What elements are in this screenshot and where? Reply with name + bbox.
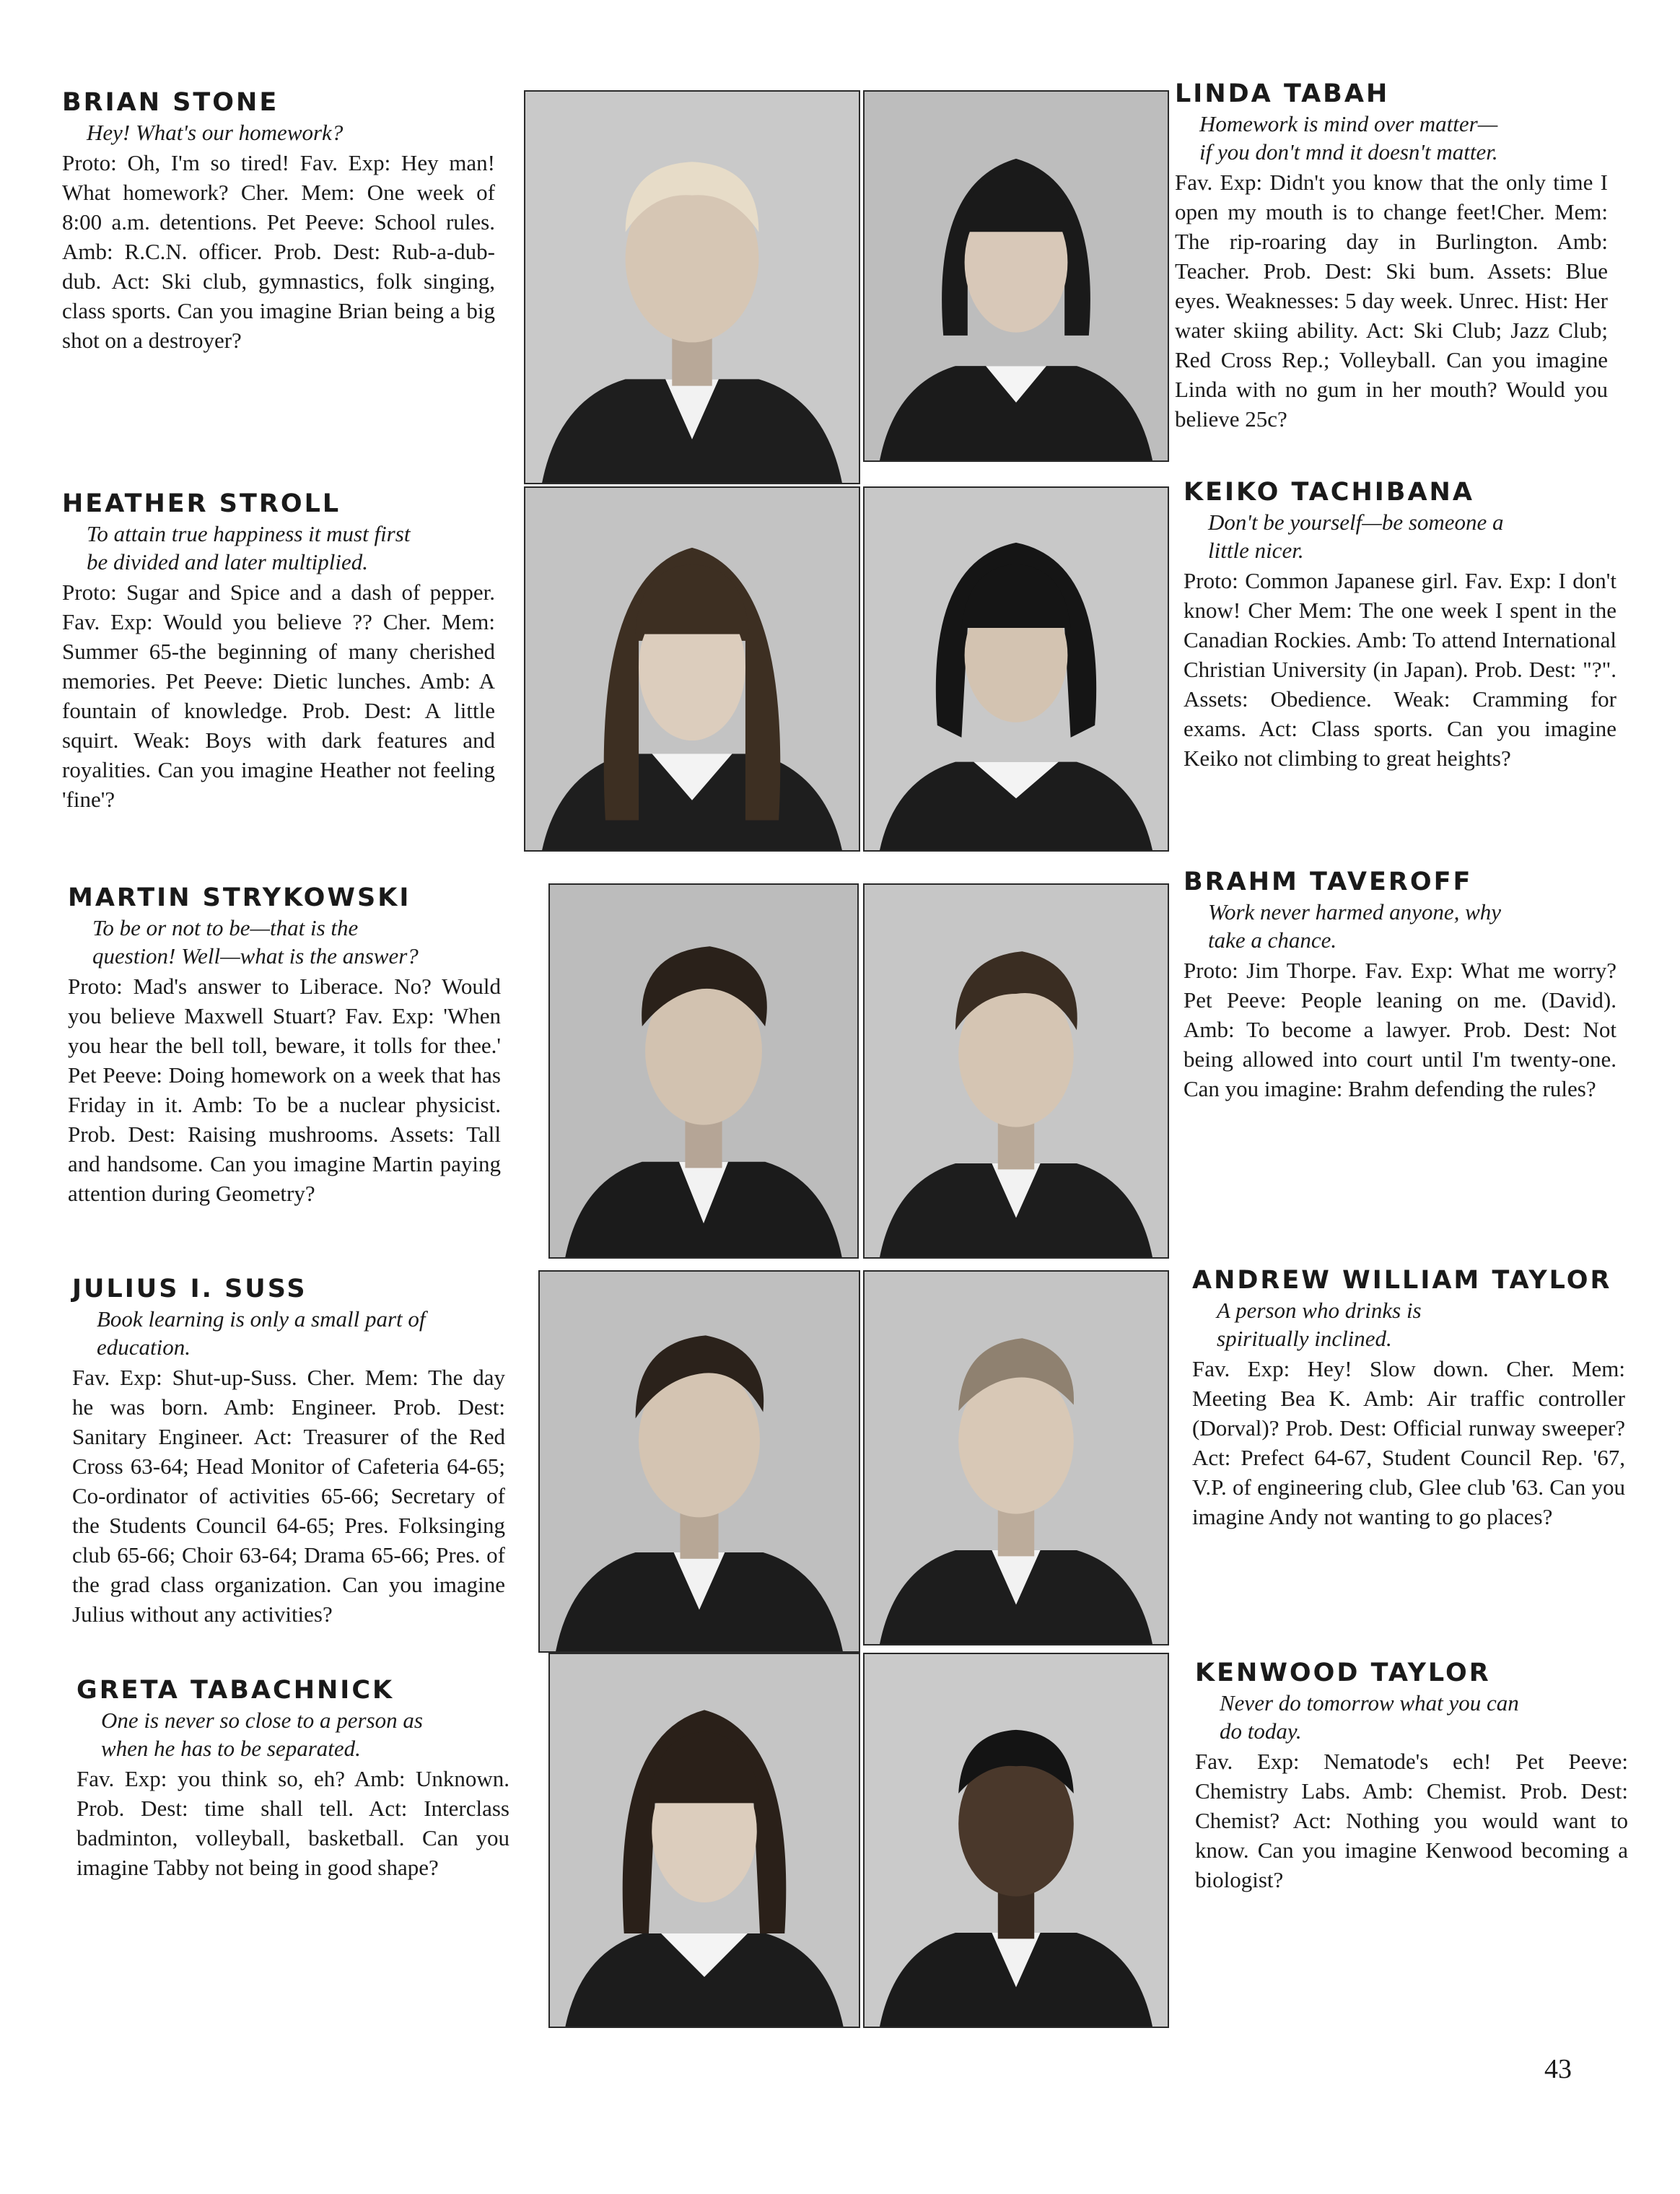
student-bio: Proto: Sugar and Spice and a dash of pepper. Fav. Exp: Would you believe ?? Cher. Mem: Summer 65-the beginning of many cherished memories. Pet Peeve: Dietic lunches. Amb: A fountain of knowledge. Prob. Dest: A little squirt. Weak: Boys with dark features and royalities. Can you imagine Heather not feeling 'fine'?: [62, 580, 495, 812]
student-bio: Proto: Jim Thorpe. Fav. Exp: What me worry? Pet Peeve: People leaning on me. (David). Amb: To become a lawyer. Prob. Dest: Not being allowed into court until I'm twenty-one. Can you imagine: Brahm defending the rules?: [1184, 958, 1616, 1101]
student-quote: Never do tomorrow what you can do today.: [1220, 1690, 1519, 1744]
portrait-photo: [524, 486, 860, 852]
student-name: JULIUS I. SUSS: [72, 1275, 307, 1303]
student-quote: Book learning is only a small part of education.: [97, 1306, 426, 1360]
student-bio: Fav. Exp: you think so, eh? Amb: Unknown. Prob. Dest: time shall tell. Act: Interclass badminton, volleyball, basketball. Can you imagine Tabby not being in good shape?: [76, 1766, 509, 1880]
student-bio: Fav. Exp: Shut-up-Suss. Cher. Mem: The day he was born. Amb: Engineer. Prob. Dest: Sanitary Engineer. Act: Treasurer of the Red Cross 63-64; Head Monitor of Cafeteria 64-65; Co-ordinator of activities 65-66; Secretary of the Students Council 64-65; Pres. Folksinging club 65-66; Choir 63-64; Drama 65-66; Pres. of the grad class organization. Can you imagine Julius without any activities?: [72, 1365, 505, 1627]
student-entry-julius-suss: [72, 1273, 505, 1629]
portrait-photo: [863, 90, 1169, 462]
student-entry-brahm-taveroff: [1184, 866, 1616, 1103]
student-entry-keiko-tachibana: [1184, 476, 1616, 773]
portrait-photo: [863, 486, 1169, 852]
student-quote: To attain true happiness it must first be divided and later multiplied.: [87, 521, 411, 574]
student-bio: Proto: Mad's answer to Liberace. No? Would you believe Maxwell Stuart? Fav. Exp: 'When you hear the bell toll, beware, it tolls for thee.' Pet Peeve: Doing homework on a week that has Friday in it. Amb: To be a nuclear physicist. Prob. Dest: Raising mushrooms. Assets: Tall and handsome. Can you imagine Martin paying attention during Geometry?: [68, 974, 501, 1206]
portrait-photo: [863, 1270, 1169, 1646]
student-bio: Fav. Exp: Nematode's ech! Pet Peeve: Chemistry Labs. Amb: Chemist. Prob. Dest: Chemist? Act: Nothing you would want to know. Can you imagine Kenwood becoming a biologist?: [1195, 1749, 1628, 1892]
portrait-photo: [863, 1653, 1169, 2028]
student-entry-linda-tabah: [1175, 78, 1608, 434]
student-entry-andrew-william-taylor: [1192, 1264, 1625, 1531]
portrait-photo: [548, 883, 859, 1259]
student-entry-greta-tabachnick: [76, 1674, 509, 1882]
student-quote: Don't be yourself—be someone a little nicer.: [1208, 510, 1504, 563]
student-quote: Hey! What's our homework?: [87, 120, 344, 145]
portrait-photo: [538, 1270, 860, 1653]
student-name: GRETA TABACHNICK: [76, 1676, 395, 1705]
student-bio: Proto: Oh, I'm so tired! Fav. Exp: Hey man! What homework? Cher. Mem: One week of 8:00 a.m. detentions. Pet Peeve: School rules. Amb: R.C.N. officer. Prob. Dest: Rub-a-dub-dub. Act: Ski club, gymnastics, folk singing, class sports. Can you imagine Brian being a big shot on a destroyer?: [62, 150, 495, 353]
student-name: ANDREW WILLIAM TAYLOR: [1192, 1266, 1612, 1295]
student-quote: Homework is mind over matter— if you don't mnd it doesn't matter.: [1199, 111, 1498, 165]
student-entry-kenwood-taylor: [1195, 1657, 1628, 1894]
student-bio: Fav. Exp: Hey! Slow down. Cher. Mem: Meeting Bea K. Amb: Air traffic controller (Dorval)? Prob. Dest: Official runway sweeper? Act: Prefect 64-67, Student Council Rep. '67, V.P. of engineering club, Glee club '63. Can you imagine Andy not wanting to go places?: [1192, 1356, 1625, 1529]
student-entry-heather-stroll: [62, 488, 495, 814]
student-quote: One is never so close to a person as when he has to be separated.: [101, 1708, 423, 1761]
student-bio: Fav. Exp: Didn't you know that the only time I open my mouth is to change feet!Cher. Mem: The rip-roaring day in Burlington. Amb: Teacher. Prob. Dest: Ski bum. Assets: Blue eyes. Weaknesses: 5 day week. Unrec. Hist: Her water skiing ability. Act: Ski Club; Jazz Club; Red Cross Rep.; Volleyball. Can you imagine Linda with no gum in her mouth? Would you believe 25c?: [1175, 170, 1608, 432]
student-entry-brian-stone: [62, 87, 495, 355]
student-entry-martin-strykowski: [68, 882, 501, 1208]
portrait-photo: [863, 883, 1169, 1259]
portrait-photo: [548, 1653, 860, 2028]
student-name: KEIKO TACHIBANA: [1184, 478, 1474, 507]
student-name: HEATHER STROLL: [62, 489, 341, 518]
page-number: 43: [1544, 2054, 1572, 2084]
student-quote: To be or not to be—that is the question! Well—what is the answer?: [92, 915, 419, 969]
student-bio: Proto: Common Japanese girl. Fav. Exp: I don't know! Cher Mem: The one week I spent in the Canadian Rockies. Amb: To attend International Christian University (in Japan). Prob. Dest: "?". Assets: Obedience. Weak: Cramming for exams. Act: Class sports. Can you imagine Keiko not climbing to great heights?: [1184, 568, 1616, 771]
student-name: BRIAN STONE: [62, 88, 279, 117]
student-name: BRAHM TAVEROFF: [1184, 867, 1473, 896]
student-name: MARTIN STRYKOWSKI: [68, 883, 411, 912]
student-quote: A person who drinks is spiritually inclined.: [1217, 1298, 1422, 1351]
student-name: KENWOOD TAYLOR: [1195, 1658, 1491, 1687]
student-name: LINDA TABAH: [1175, 79, 1390, 108]
portrait-photo: [524, 90, 860, 484]
student-quote: Work never harmed anyone, why take a chance.: [1208, 899, 1502, 953]
